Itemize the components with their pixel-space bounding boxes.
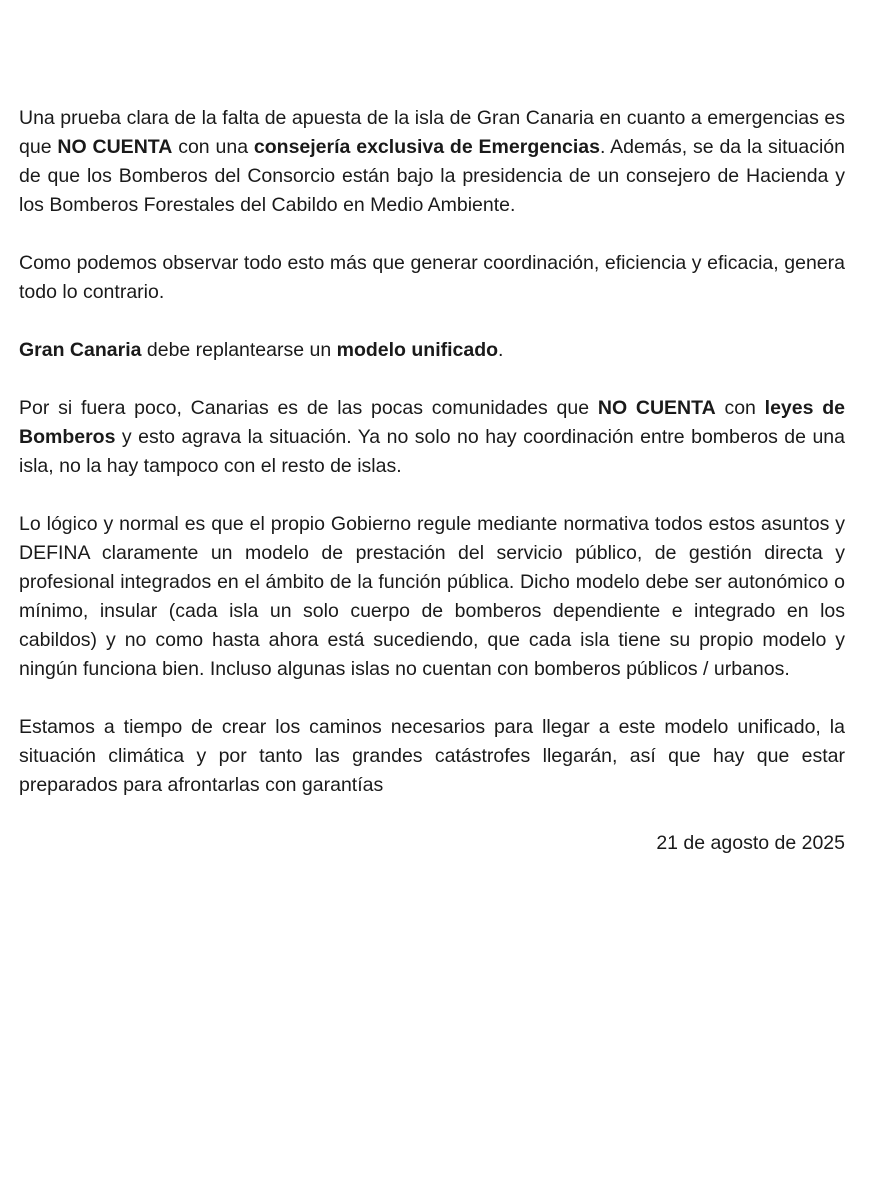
document-date: 21 de agosto de 2025 — [656, 832, 845, 854]
bold-run: NO CUENTA — [57, 136, 173, 158]
bold-run: consejería exclusiva de Emergencias — [253, 136, 600, 158]
paragraph-modelo-unificado — [19, 336, 845, 365]
text-run: con — [715, 397, 765, 419]
paragraph-emergencias — [19, 104, 845, 220]
paragraph-gobierno-normativa — [19, 510, 845, 684]
paragraph-coordinacion — [19, 249, 845, 307]
text-run: y esto agrava la situación. Ya no solo no hay coordinación entre bomberos de una isla, no la hay tampoco con el resto de islas. — [19, 426, 845, 477]
text-run: . — [498, 339, 504, 361]
paragraph-leyes-bomberos — [19, 394, 845, 481]
text-run: . Además, se da la situación de que los Bomberos del Consorcio están bajo la presidencia de un consejero de Hacienda y los Bomberos Forestales del Cabildo en Medio Ambiente. — [19, 136, 846, 216]
bold-run: modelo unificado — [336, 339, 499, 361]
text-run: Por si fuera poco, Canarias es de las pocas comunidades que — [19, 397, 598, 419]
text-run: Como podemos observar todo esto más que generar coordinación, eficiencia y eficacia, genera todo lo contrario. — [19, 252, 845, 303]
text-run: debe replantearse un — [141, 339, 337, 361]
text-run: Lo lógico y normal es que el propio Gobierno regule mediante normativa todos estos asuntos y DEFINA claramente un modelo de prestación del servicio público, de gestión directa y profesional integrados en el ámbito de la función pública. Dicho modelo debe ser autonómico o mínimo, insular (cada isla un solo cuerpo de bomberos dependiente e integrado en los cabildos) y no como hasta ahora está sucediendo, que cada isla tiene su propio modelo y ningún funciona bien. Incluso algunas islas no cuentan con bomberos públicos / urbanos. — [19, 513, 845, 680]
text-run: con una — [172, 136, 254, 158]
paragraph-conclusion — [19, 713, 845, 800]
document-page — [19, 104, 845, 858]
text-run: Una prueba clara de la falta de apuesta de la isla de Gran Canaria en cuanto a emergencias es que — [19, 107, 845, 158]
bold-run: leyes de Bomberos — [19, 397, 845, 448]
text-run: Estamos a tiempo de crear los caminos necesarios para llegar a este modelo unificado, la situación climática y por tanto las grandes catástrofes llegarán, así que hay que estar preparados para afrontarlas con garantías — [19, 716, 845, 796]
bold-run: NO CUENTA — [597, 397, 716, 419]
bold-run: Gran Canaria — [19, 339, 142, 361]
